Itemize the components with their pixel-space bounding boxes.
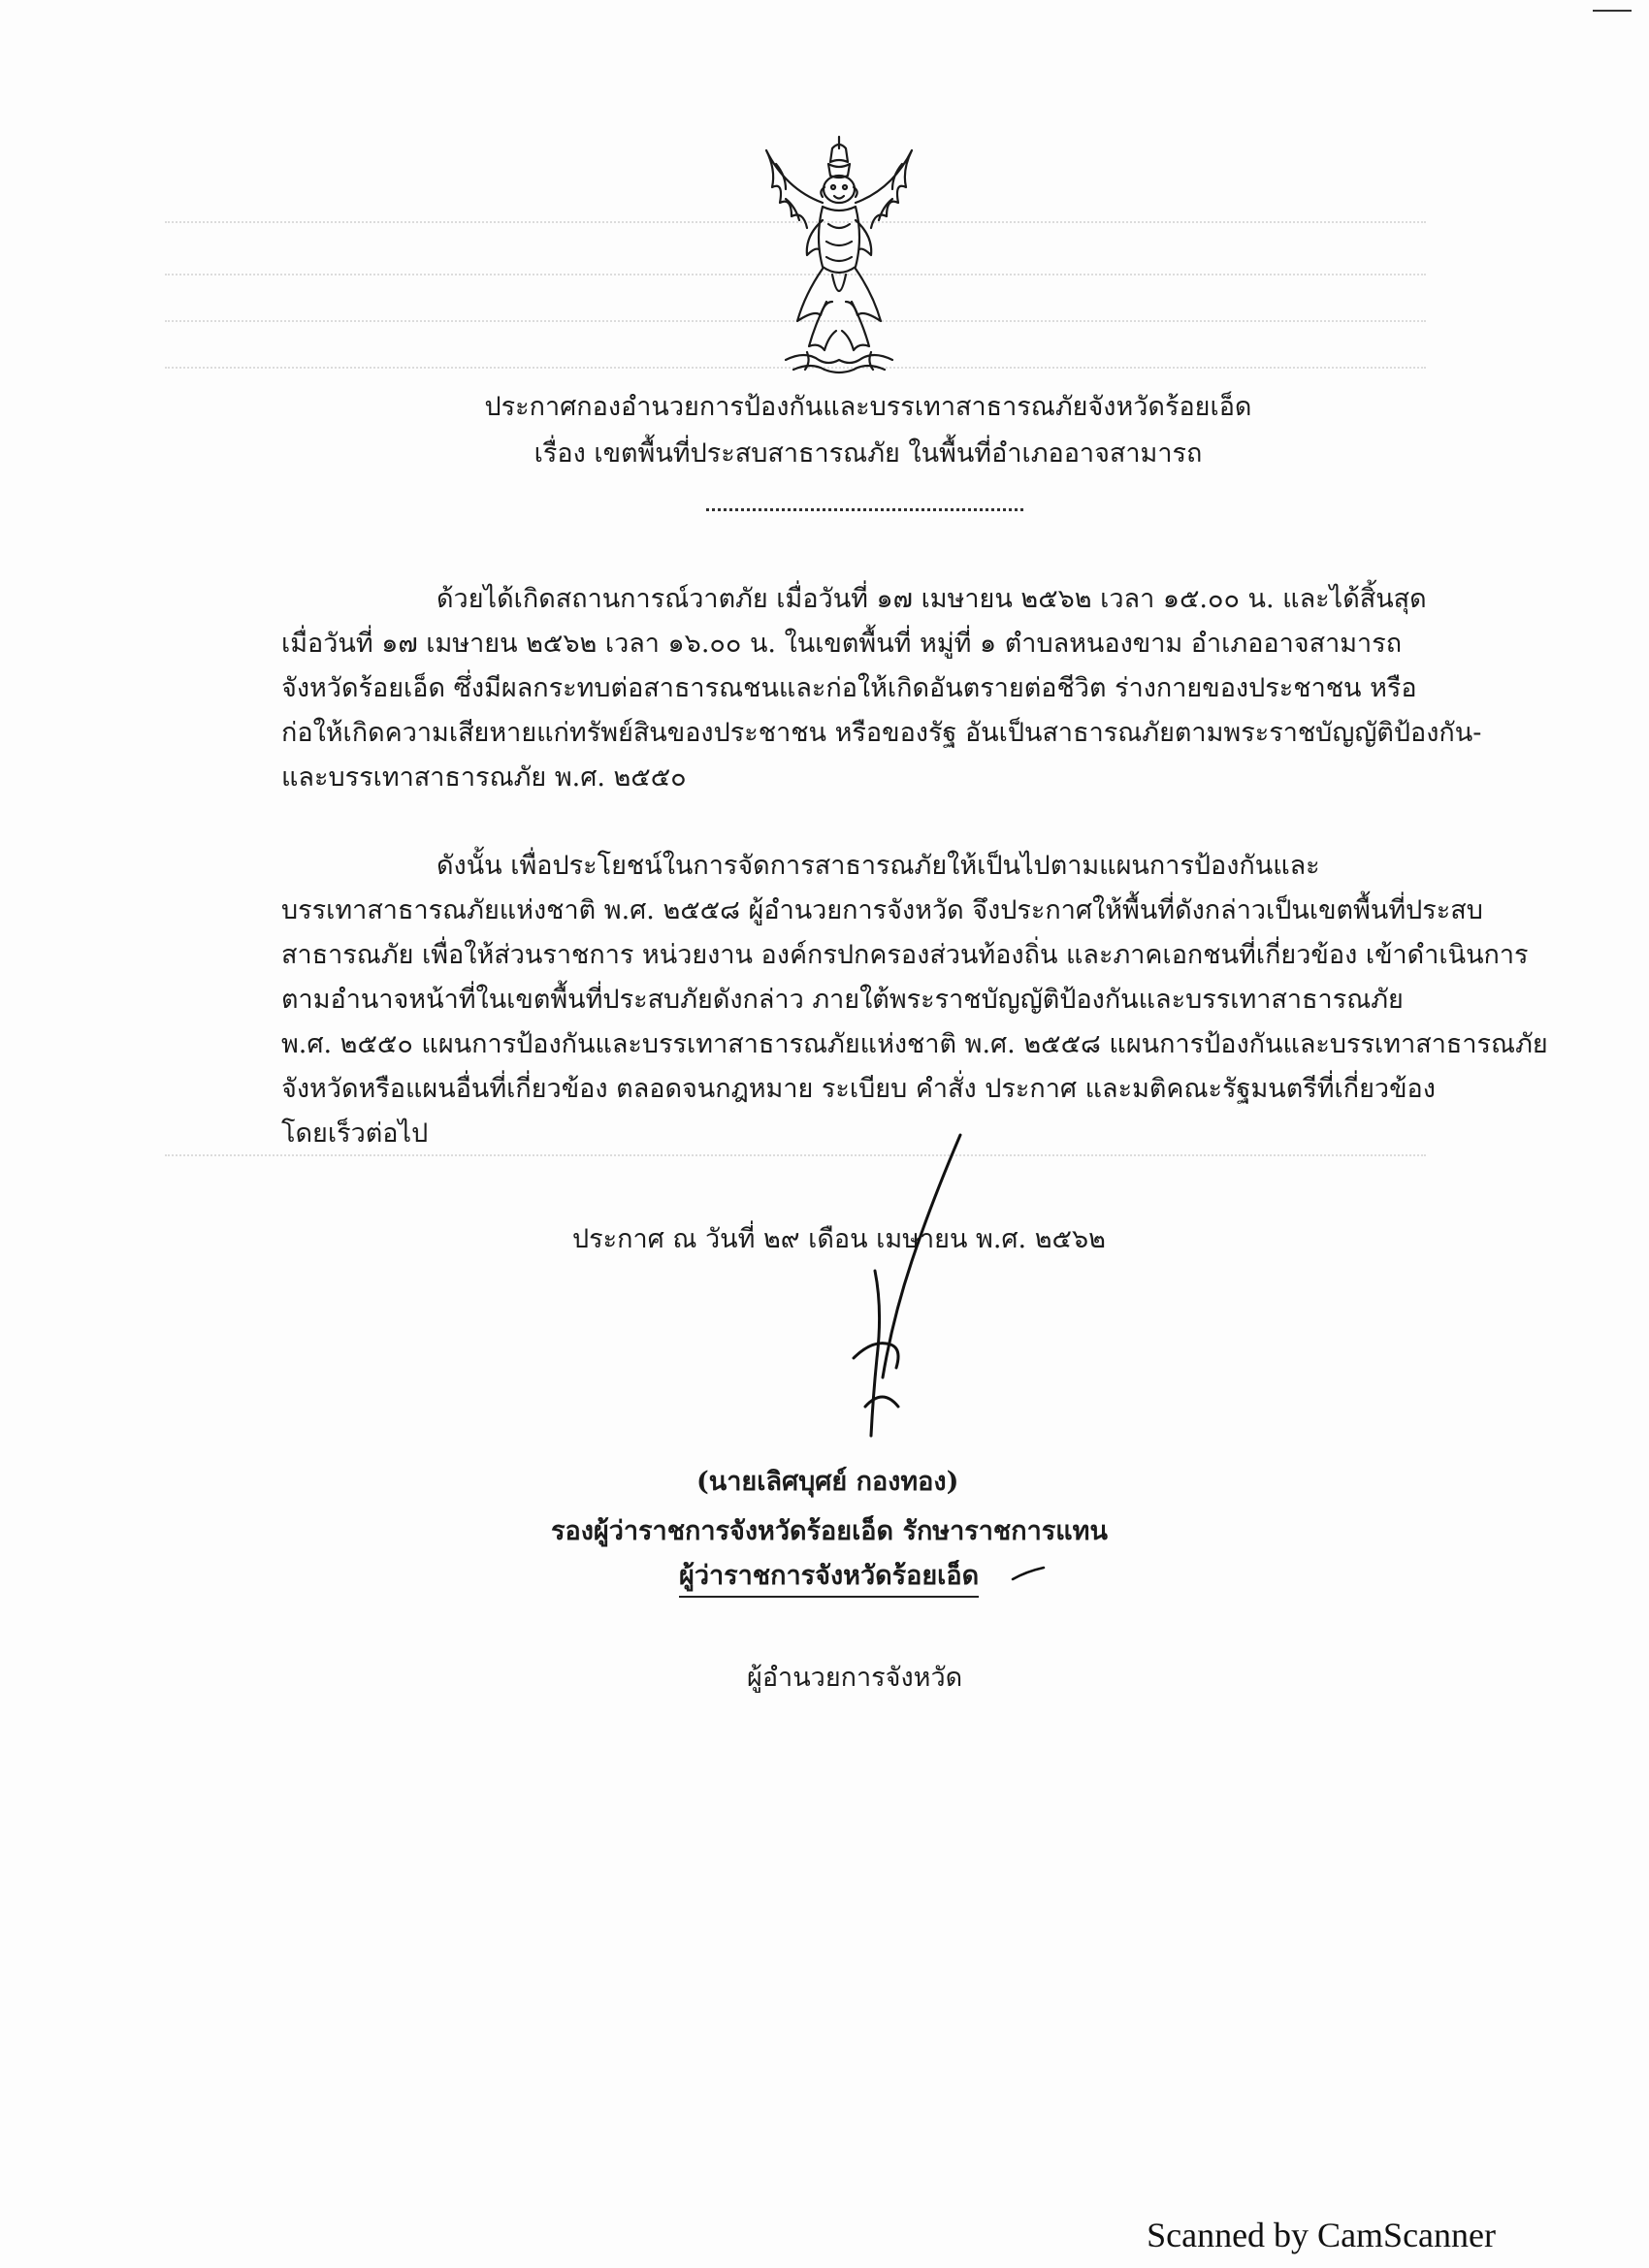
paragraph-line: เมื่อวันที่ ๑๗ เมษายน ๒๕๖๒ เวลา ๑๖.๐๐ น. ในเขตพื้นที่ หมู่ที่ ๑ ตำบลหนองขาม อำเภออาจสามารถ [281,629,1403,659]
paragraph-line: จังหวัดร้อยเอ็ด ซึ่งมีผลกระทบต่อสาธารณชนและก่อให้เกิดอันตรายต่อชีวิต ร่างกายของประชาชน หรือ [281,673,1417,703]
handwritten-tick-mark [1009,1564,1048,1583]
paragraph-line: ด้วยได้เกิดสถานการณ์วาตภัย เมื่อวันที่ ๑๗ เมษายน ๒๕๖๒ เวลา ๑๕.๐๐ น. และได้สิ้นสุด [436,584,1427,614]
signer-name: (นายเลิศบุศย์ กองทอง) [696,1467,959,1497]
paragraph-line: โดยเร็วต่อไป [281,1118,429,1149]
announcement-date: ประกาศ ณ วันที่ ๒๙ เดือน เมษายน พ.ศ. ๒๕๖๒ [572,1224,1106,1254]
paragraph-line: บรรเทาสาธารณภัยแห่งชาติ พ.ศ. ๒๕๕๘ ผู้อำนวยการจังหวัด จึงประกาศให้พื้นที่ดังกล่าวเป็นเขตพื้นที่ประสบ [281,895,1483,925]
scanner-watermark: Scanned by CamScanner [1147,2216,1496,2254]
paragraph-line: จังหวัดหรือแผนอื่นที่เกี่ยวข้อง ตลอดจนกฎหมาย ระเบียบ คำสั่ง ประกาศ และมติคณะรัฐมนตรีที่เกี่ยวข้อง [281,1074,1436,1104]
corner-scan-mark [1593,10,1632,12]
paragraph-line: ดังนั้น เพื่อประโยชน์ในการจัดการสาธารณภัยให้เป็นไปตามแผนการป้องกันและ [436,851,1320,881]
paragraph-line: ตามอำนาจหน้าที่ในเขตพื้นที่ประสบภัยดังกล่าว ภายใต้พระราชบัญญัติป้องกันและบรรเทาสาธารณภัย [281,985,1404,1015]
announcement-subject: เรื่อง เขตพื้นที่ประสบสาธารณภัย ในพื้นที่อำเภออาจสามารถ [534,438,1203,469]
signer-title-governor: ผู้ว่าราชการจังหวัดร้อยเอ็ด [679,1554,979,1598]
paragraph-declaration [281,844,1548,1156]
paragraph-line: และบรรเทาสาธารณภัย พ.ศ. ๒๕๕๐ [281,762,687,793]
paragraph-line: สาธารณภัย เพื่อให้ส่วนราชการ หน่วยงาน องค์กรปกครองส่วนท้องถิ่น และภาคเอกชนที่เกี่ยวข้อง เข้าดำเนินการ [281,940,1529,970]
signer-title: รองผู้ว่าราชการจังหวัดร้อยเอ็ด รักษาราชการแทน [551,1516,1108,1546]
paragraph-line: พ.ศ. ๒๕๕๐ แผนการป้องกันและบรรเทาสาธารณภัยแห่งชาติ พ.ศ. ๒๕๕๘ แผนการป้องกันและบรรเทาสาธารณภัย [281,1029,1548,1059]
garuda-emblem-icon [747,131,931,383]
announcement-title: ประกาศกองอำนวยการป้องกันและบรรเทาสาธารณภัยจังหวัดร้อยเอ็ด [484,392,1252,422]
paragraph-line: ก่อให้เกิดความเสียหายแก่ทรัพย์สินของประชาชน หรือของรัฐ อันเป็นสาธารณภัยตามพระราชบัญญัติป้องกัน- [281,718,1482,748]
dotted-divider [706,508,1023,511]
signer-department: ผู้อำนวยการจังหวัด [747,1663,963,1693]
paragraph-incident [281,577,1482,800]
handwritten-signature [815,1116,1009,1465]
